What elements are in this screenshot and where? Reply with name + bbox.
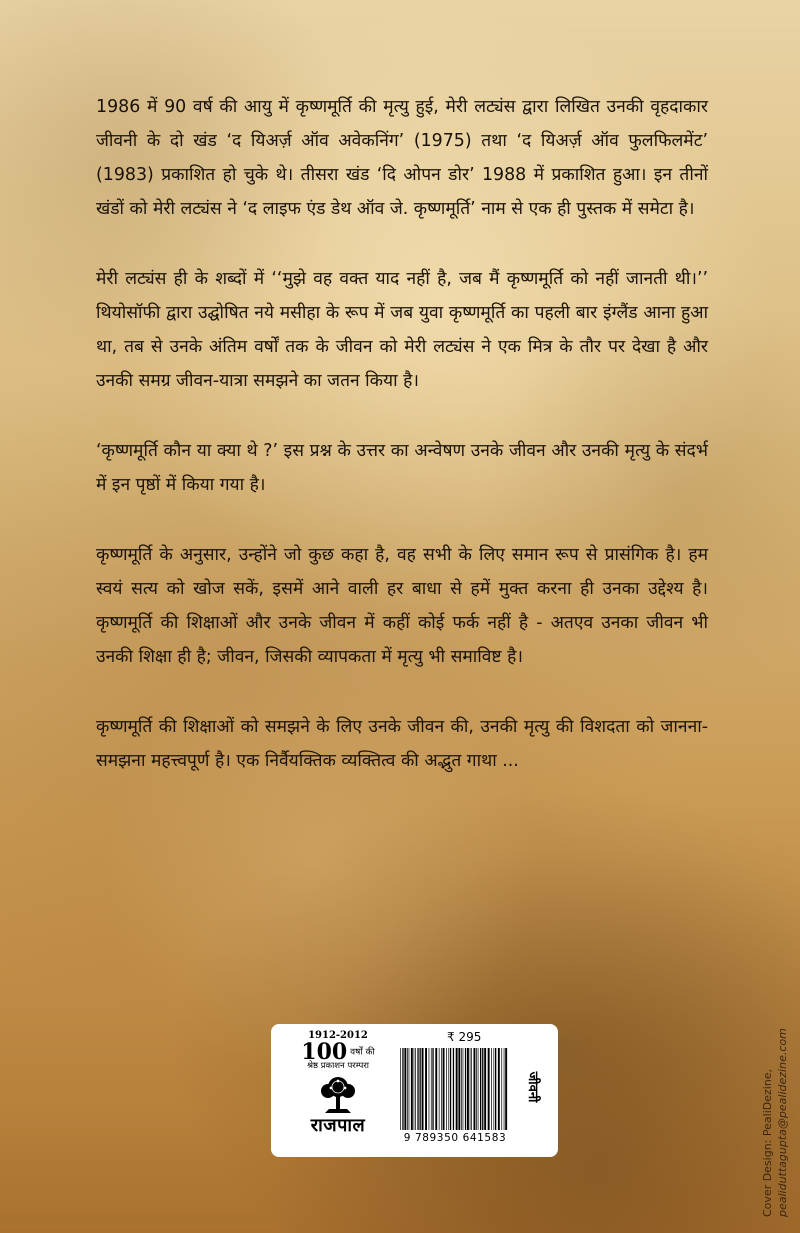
barcode-panel — [271, 1024, 558, 1157]
barcode-bar — [505, 1048, 507, 1130]
paragraph-1: 1986 में 90 वर्ष की आयु में कृष्णमूर्ति की मृत्यु हुई, मेरी लट्यंस द्वारा लिखित उनकी वृहदाकार जीवनी के दो खंड ‘द यिअर्ज़ ऑव अवेकनिंग’ (1975) तथा ‘द यिअर्ज़ ऑव फुलफिलमेंट’ (1983) प्रकाशित हो चुके थे। तीसरा खंड ‘दि ओपन डोर’ 1988 में प्रकाशित हुआ। इन तीनों खंडों को मेरी लट्यंस ने ‘द लाइफ एंड डेथ ऑव जे. कृष्णमूर्ति’ नाम से एक ही पुस्तक में समेटा है। — [96, 97, 708, 219]
tree-icon — [317, 1075, 359, 1115]
barcode-bar — [411, 1048, 413, 1130]
barcode-bar — [458, 1048, 460, 1130]
barcode-bar — [450, 1048, 451, 1130]
barcode-bar — [422, 1048, 424, 1130]
paragraph-5: कृष्णमूर्ति की शिक्षाओं को समझने के लिए उनके जीवन की, उनकी मृत्यु की विशदता को जानना-समझना महत्त्वपूर्ण है। एक निर्वैयक्तिक व्यक्तित्व की अद्भुत गाथा ... — [96, 717, 708, 771]
barcode-bar — [461, 1048, 462, 1130]
barcode-bar — [467, 1048, 469, 1130]
barcode-bar — [431, 1048, 432, 1130]
barcode-bar — [504, 1048, 505, 1130]
barcode-bar — [400, 1048, 401, 1130]
barcode-bar — [478, 1048, 479, 1130]
barcode-bar — [439, 1048, 440, 1130]
barcode-bar — [498, 1048, 500, 1130]
barcode-bar — [494, 1048, 495, 1130]
barcode-bar — [453, 1048, 454, 1130]
back-cover-text — [96, 90, 708, 814]
barcode-bar — [491, 1048, 492, 1130]
cover-design-credit — [760, 967, 794, 1217]
isbn-number: 9 789350 641583 — [403, 1132, 507, 1144]
barcode-bar — [443, 1048, 445, 1130]
barcode-bar — [465, 1048, 466, 1130]
barcode-bar — [404, 1048, 406, 1130]
price-label: ₹ 295 — [447, 1030, 482, 1044]
genre-label — [517, 1052, 547, 1122]
barcode-bar — [446, 1048, 447, 1130]
paragraph-4: कृष्णमूर्ति के अनुसार, उन्होंने जो कुछ कहा है, वह सभी के लिए समान रूप से प्रासंगिक है। हम स्वयं सत्य को खोज सकें, इसमें आने वाली हर बाधा से हमें मुक्त करना ही उनका उद्देश्य है। कृष्णमूर्ति की शिक्षाओं और उनके जीवन में कहीं कोई फर्क नहीं है - अतएव उनका जीवन भी उनकी शिक्षा ही है; जीवन, जिसकी व्यापकता में मृत्यु भी समाविष्ट है। — [96, 545, 708, 667]
barcode-bar — [484, 1048, 486, 1130]
barcode-bar — [482, 1048, 483, 1130]
barcode-bar — [448, 1048, 449, 1130]
anniversary-suffix: वर्षों की — [350, 1047, 375, 1058]
barcode-bar — [488, 1048, 490, 1130]
barcode-bar — [471, 1048, 472, 1130]
barcode-bar — [441, 1048, 442, 1130]
barcode-bar — [402, 1048, 403, 1130]
barcode-bar — [407, 1048, 408, 1130]
barcode-bar — [463, 1048, 464, 1130]
barcode-bar — [470, 1048, 471, 1130]
paragraph-2: मेरी लट्यंस ही के शब्दों में ‘‘मुझे वह वक्त याद नहीं है, जब मैं कृष्णमूर्ति को नहीं जानती थी।’’ थियोसॉफी द्वारा उद्घोषित नये मसीहा के रूप में जब युवा कृष्णमूर्ति का पहली बार इंग्लैंड आना हुआ था, तब से उनके अंतिम वर्षों तक के जीवन को मेरी लट्यंस ने एक मित्र के तौर पर देखा है और उनकी समग्र जीवन-यात्रा समझने का जतन किया है। — [96, 269, 708, 391]
barcode-bar — [495, 1048, 496, 1130]
publisher-logo — [279, 1030, 397, 1150]
barcode-bar — [435, 1048, 437, 1130]
publisher-name: राजपाल — [310, 1114, 366, 1136]
barcode-bar — [474, 1048, 476, 1130]
barcode-bar — [480, 1048, 481, 1130]
barcode-bar — [432, 1048, 433, 1130]
barcode-bar — [476, 1048, 477, 1130]
genre-text: जीवनी — [525, 1071, 540, 1103]
publisher-tagline: श्रेष्ठ प्रकाशन परम्परा — [306, 1060, 369, 1071]
isbn-barcode — [399, 1048, 509, 1130]
barcode-bar — [420, 1048, 421, 1130]
barcode-bar — [429, 1048, 430, 1130]
barcode-bar — [501, 1048, 502, 1130]
anniversary-years: 1912-2012 — [308, 1030, 368, 1041]
anniversary-badge — [279, 1039, 397, 1065]
barcode-bar — [414, 1048, 415, 1130]
barcode-bar — [415, 1048, 416, 1130]
paragraph-3: ‘कृष्णमूर्ति कौन या क्या थे ?’ इस प्रश्न के उत्तर का अन्वेषण उनके जीवन और उनकी मृत्यु के संदर्भ में इन पृष्ठों में किया गया है। — [96, 441, 708, 495]
barcode-bar — [456, 1048, 458, 1130]
barcode-bar — [425, 1048, 427, 1130]
barcode-bar — [409, 1048, 410, 1130]
barcode-bar — [417, 1048, 418, 1130]
credit-designer: Cover Design: PealiDezine, — [761, 1068, 774, 1217]
anniversary-number: 100 — [301, 1039, 348, 1065]
credit-email: pealiduttagupta@pealidezine.com — [776, 1028, 789, 1217]
